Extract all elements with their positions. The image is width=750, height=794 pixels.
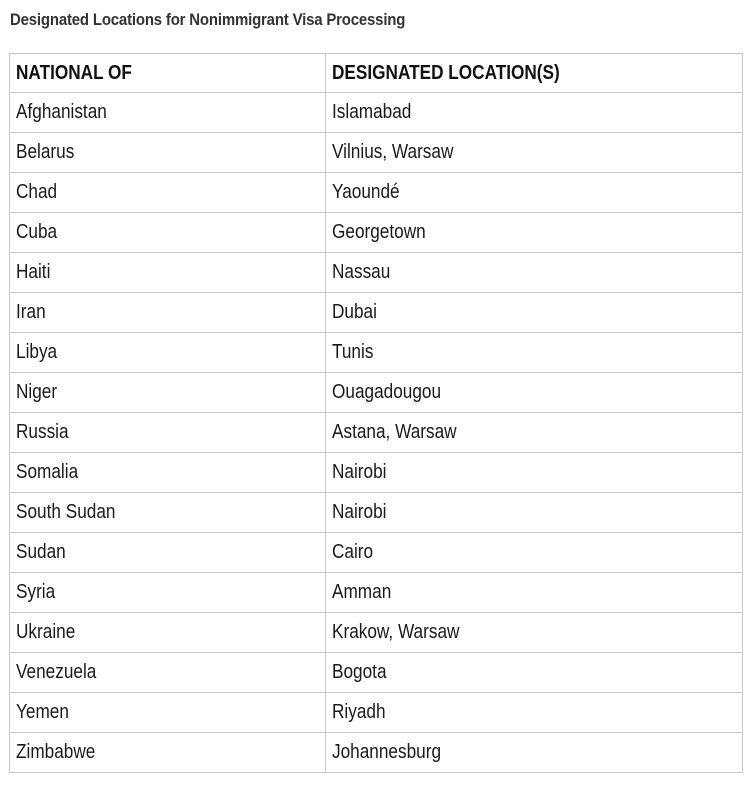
nationality-cell: [10, 413, 326, 453]
nationality-cell: [10, 173, 326, 213]
nationality-cell: [10, 133, 326, 173]
designated-location-cell: [326, 373, 743, 413]
table-row: [10, 213, 743, 253]
table-row: [10, 653, 743, 693]
table-row: [10, 493, 743, 533]
nationality-text: Afghanistan: [16, 101, 107, 123]
table-row: [10, 613, 743, 653]
location-text: Dubai: [332, 301, 377, 323]
designated-location-cell: [326, 573, 743, 613]
header-label: DESIGNATED LOCATION(S): [332, 61, 560, 84]
nationality-cell: [10, 253, 326, 293]
column-header-designated-locations: [326, 54, 743, 93]
nationality-text: Belarus: [16, 141, 75, 163]
designated-location-cell: [326, 413, 743, 453]
nationality-cell: [10, 613, 326, 653]
column-header-national-of: [10, 54, 326, 93]
designated-location-cell: [326, 173, 743, 213]
designated-location-cell: [326, 493, 743, 533]
designated-location-cell: [326, 733, 743, 773]
table-row: [10, 413, 743, 453]
location-text: Amman: [332, 581, 392, 603]
table-row: [10, 733, 743, 773]
table-header-row: [10, 54, 743, 93]
table-body: [10, 93, 743, 773]
table-row: [10, 453, 743, 493]
table-row: [10, 333, 743, 373]
location-text: Astana, Warsaw: [332, 421, 457, 443]
location-text: Riyadh: [332, 701, 386, 723]
table-row: [10, 253, 743, 293]
location-text: Nairobi: [332, 461, 387, 483]
nationality-cell: [10, 693, 326, 733]
table-row: [10, 173, 743, 213]
designated-location-cell: [326, 333, 743, 373]
nationality-text: Iran: [16, 301, 46, 323]
designated-location-cell: [326, 213, 743, 253]
nationality-cell: [10, 373, 326, 413]
location-text: Yaoundé: [332, 181, 400, 203]
nationality-cell: [10, 453, 326, 493]
nationality-cell: [10, 93, 326, 133]
location-text: Ouagadougou: [332, 381, 442, 403]
nationality-text: Venezuela: [16, 661, 97, 683]
nationality-cell: [10, 733, 326, 773]
nationality-text: Somalia: [16, 461, 79, 483]
nationality-text: Libya: [16, 341, 58, 363]
nationality-text: Yemen: [16, 701, 69, 723]
nationality-text: Niger: [16, 381, 58, 403]
nationality-cell: [10, 493, 326, 533]
nationality-cell: [10, 533, 326, 573]
designated-location-cell: [326, 133, 743, 173]
nationality-cell: [10, 293, 326, 333]
table-row: [10, 693, 743, 733]
location-text: Tunis: [332, 341, 374, 363]
designated-location-cell: [326, 693, 743, 733]
table-row: [10, 573, 743, 613]
nationality-cell: [10, 573, 326, 613]
location-text: Krakow, Warsaw: [332, 621, 460, 643]
nationality-text: South Sudan: [16, 501, 116, 523]
designated-location-cell: [326, 293, 743, 333]
location-text: Nassau: [332, 261, 391, 283]
nationality-text: Cuba: [16, 221, 58, 243]
nationality-text: Russia: [16, 421, 69, 443]
designated-locations-table: [9, 53, 743, 773]
nationality-cell: [10, 213, 326, 253]
nationality-text: Chad: [16, 181, 58, 203]
location-text: Georgetown: [332, 221, 426, 243]
table-row: [10, 373, 743, 413]
nationality-cell: [10, 653, 326, 693]
header-label: NATIONAL OF: [16, 61, 132, 84]
table-row: [10, 93, 743, 133]
nationality-text: Haiti: [16, 261, 51, 283]
nationality-cell: [10, 333, 326, 373]
table-row: [10, 293, 743, 333]
location-text: Vilnius, Warsaw: [332, 141, 454, 163]
designated-location-cell: [326, 613, 743, 653]
designated-location-cell: [326, 653, 743, 693]
table-row: [10, 133, 743, 173]
nationality-text: Syria: [16, 581, 56, 603]
page-title: Designated Locations for Nonimmigrant Visa Processing: [10, 10, 406, 29]
location-text: Islamabad: [332, 101, 412, 123]
nationality-text: Ukraine: [16, 621, 76, 643]
nationality-text: Sudan: [16, 541, 66, 563]
table-row: [10, 533, 743, 573]
location-text: Cairo: [332, 541, 374, 563]
location-text: Nairobi: [332, 501, 387, 523]
designated-location-cell: [326, 253, 743, 293]
designated-location-cell: [326, 453, 743, 493]
designated-location-cell: [326, 93, 743, 133]
designated-location-cell: [326, 533, 743, 573]
nationality-text: Zimbabwe: [16, 741, 96, 763]
location-text: Bogota: [332, 661, 387, 683]
location-text: Johannesburg: [332, 741, 442, 763]
